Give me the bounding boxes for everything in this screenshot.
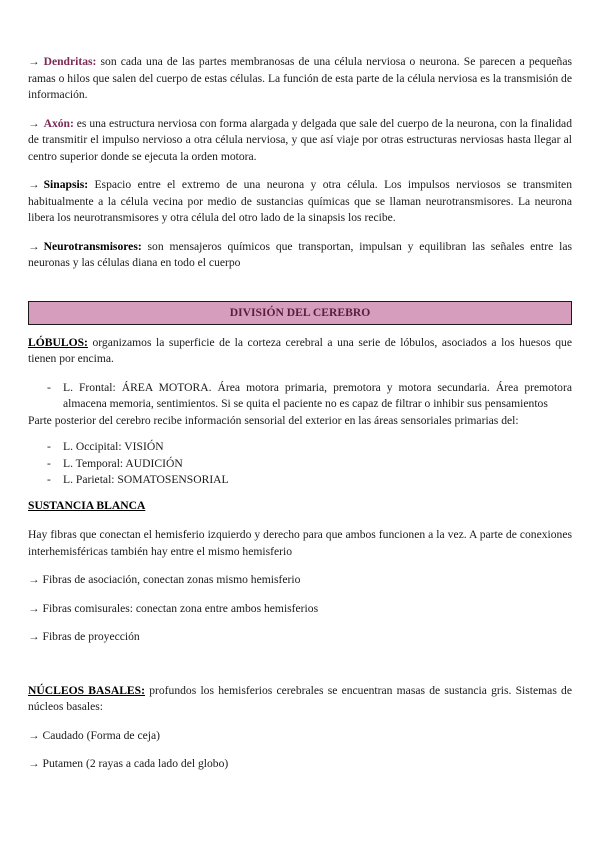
list-item bbox=[28, 456, 572, 473]
list-item bbox=[28, 380, 572, 413]
sustancia-blanca-heading: SUSTANCIA BLANCA bbox=[28, 498, 146, 512]
definition-text: es una estructura nerviosa con forma alargada y delgada que sale del cuerpo de la neurona, con la finalidad de transmitir el impulso nervioso a otra célula nerviosa, y que así viaje por otras estructuras nerviosas hasta llegar al centro superior donde se ejecuta la orden motora. bbox=[28, 116, 572, 163]
fibra-item: → Fibras de proyección bbox=[28, 630, 140, 643]
fibra-item: → Fibras comisurales: conectan zona entre ambos hemisferios bbox=[28, 601, 319, 615]
definition-dendritas bbox=[28, 54, 572, 104]
definition-text: son mensajeros químicos que transportan, impulsan y equilibran las señales entre las neuronas y las células diana en todo el cuerpo bbox=[28, 239, 572, 269]
lobulos-list bbox=[28, 439, 572, 489]
term: Dendritas: bbox=[43, 55, 97, 68]
definition-text: son cada una de las partes membranosas de una célula nerviosa o neurona. Se parecen a pequeñas ramas o hilos que salen del cuerpo de estas células. La función de esta parte de la célula nerviosa es la transmisión de información. bbox=[28, 55, 572, 101]
term: Neurotransmisores: bbox=[43, 239, 142, 253]
lobulos-paragraph bbox=[28, 335, 572, 368]
lobulos-heading: LÓBULOS: bbox=[28, 335, 88, 349]
arrow-icon: → bbox=[28, 55, 40, 68]
list-item-text: L. Occipital: VISIÓN bbox=[63, 440, 164, 453]
nucleos-text: profundos los hemisferios cerebrales se encuentran masas de sustancia gris. Sistemas de núcleos basales: bbox=[28, 683, 573, 713]
nucleos-paragraph bbox=[28, 683, 572, 716]
nucleos-heading: NÚCLEOS BASALES: bbox=[28, 683, 145, 697]
posterior-paragraph: Parte posterior del cerebro recibe información sensorial del exterior en las áreas sensoriales primarias del: bbox=[28, 413, 519, 427]
definition-sinapsis bbox=[28, 177, 572, 227]
nucleo-item: → Putamen (2 rayas a cada lado del globo) bbox=[28, 757, 229, 770]
list-item-text: L. Temporal: AUDICIÓN bbox=[63, 456, 183, 470]
dash-icon: - bbox=[47, 456, 51, 470]
definition-neurotransmisores bbox=[28, 239, 572, 272]
term: Axón: bbox=[43, 116, 74, 130]
lobulos-text: organizamos la superficie de la corteza cerebral a una serie de lóbulos, asociados a los huesos que tienen por encima. bbox=[28, 335, 573, 365]
list-item-text: L. Parietal: SOMATOSENSORIAL bbox=[63, 473, 229, 486]
arrow-icon: → bbox=[28, 116, 40, 130]
nucleo-item: → Caudado (Forma de ceja) bbox=[28, 728, 160, 742]
dash-icon: - bbox=[47, 440, 51, 453]
arrow-icon: → bbox=[28, 178, 40, 191]
document-page bbox=[28, 54, 572, 773]
dash-icon: - bbox=[47, 473, 51, 486]
dash-icon: - bbox=[47, 380, 51, 394]
list-item bbox=[28, 439, 572, 456]
definition-axon bbox=[28, 116, 572, 166]
list-item bbox=[28, 472, 572, 489]
term: Sinapsis: bbox=[43, 178, 89, 191]
list-item-text: L. Frontal: ÁREA MOTORA. Área motora primaria, premotora y motora secundaria. Área premotora almacena memoria, sentimientos. Si se quita el paciente no es capaz de filtrar o inhibir sus pensamientos bbox=[63, 380, 572, 410]
sustancia-blanca-text: Hay fibras que conectan el hemisferio izquierdo y derecho para que ambos funcionen a la vez. A parte de conexiones interhemisféricas también hay entre el mismo hemisferio bbox=[28, 528, 572, 558]
arrow-icon: → bbox=[28, 239, 40, 253]
frontal-list bbox=[28, 380, 572, 413]
definition-text: Espacio entre el extremo de una neurona y otra célula. Los impulsos nerviosos se transmiten habitualmente a la célula vecina por medio de sustancias químicas que se llaman neurotransmisores. La neurona libera los neurotransmisores y otra célula del otro lado de la sinapsis los recibe. bbox=[28, 178, 572, 224]
fibra-item: → Fibras de asociación, conectan zonas mismo hemisferio bbox=[28, 573, 301, 586]
section-banner: DIVISIÓN DEL CEREBRO bbox=[28, 301, 572, 325]
